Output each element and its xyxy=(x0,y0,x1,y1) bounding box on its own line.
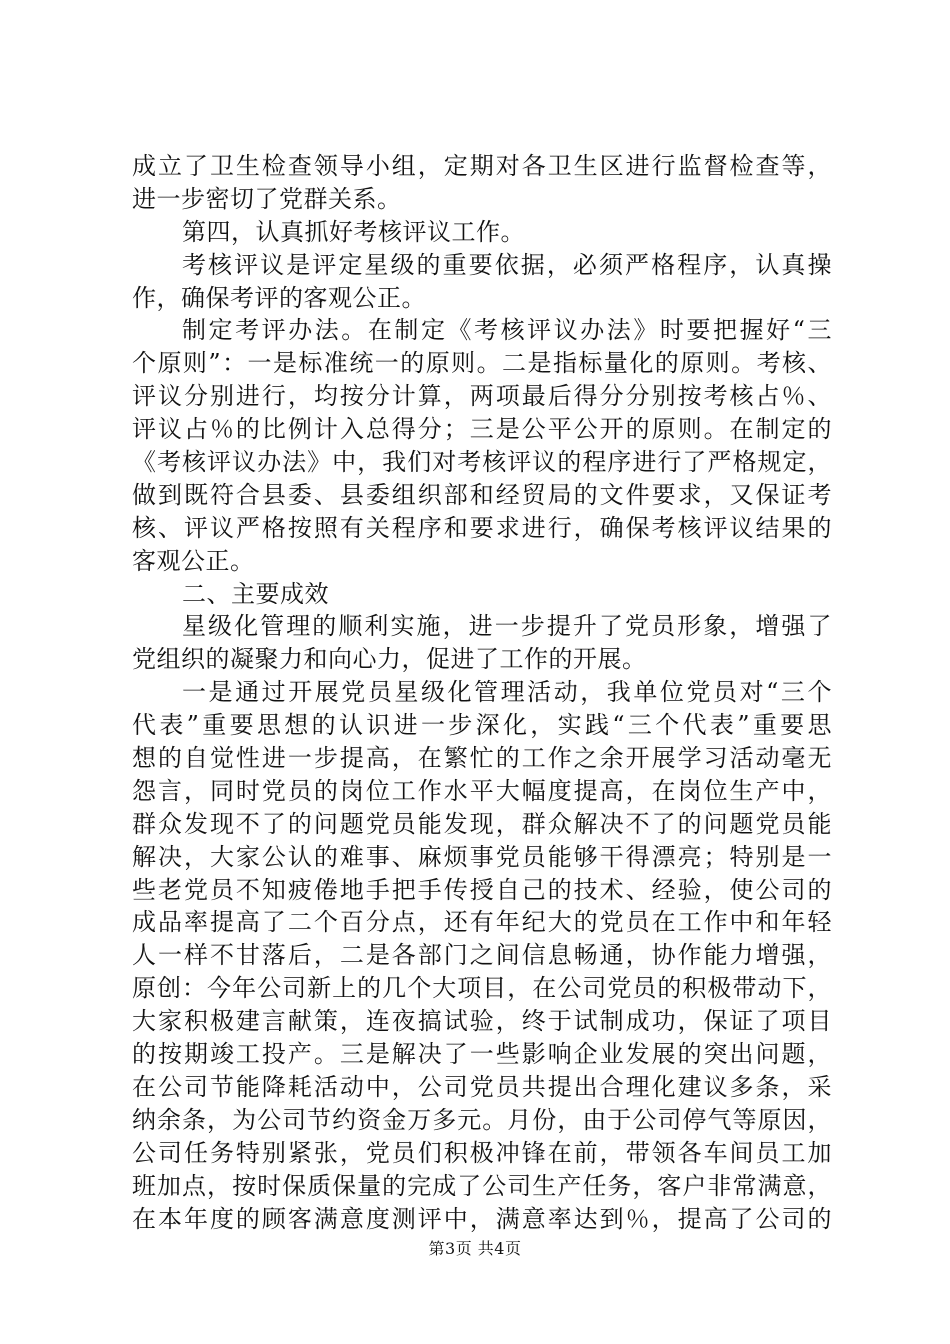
text-line: 怨言，同时党员的岗位工作水平大幅度提高，在岗位生产中， xyxy=(132,776,832,805)
text-line: 考核评议是评定星级的重要依据，必须严格程序，认真操 xyxy=(182,250,832,279)
text-line: 评议分别进行，均按分计算，两项最后得分分别按考核占％、 xyxy=(132,382,832,411)
page-footer xyxy=(0,1238,950,1260)
text-line: 班加点，按时保质保量的完成了公司生产任务，客户非常满意， xyxy=(132,1171,832,1200)
text-line: 制定考评办法。在制定《考核评议办法》时要把握好“三 xyxy=(182,316,832,345)
text-line: 在公司节能降耗活动中，公司党员共提出合理化建议多条，采 xyxy=(132,1072,832,1101)
text-line: 成品率提高了二个百分点，还有年纪大的党员在工作中和年轻 xyxy=(132,908,832,937)
text-line: 解决，大家公认的难事、麻烦事党员能够干得漂亮；特别是一 xyxy=(132,842,832,871)
text-line: 些老党员不知疲倦地手把手传授自己的技术、经验，使公司的 xyxy=(132,875,832,904)
text-line: 纳余条，为公司节约资金万多元。月份，由于公司停气等原因， xyxy=(132,1105,832,1134)
text-line: 二、主要成效 xyxy=(182,579,329,608)
text-line: 想的自觉性进一步提高，在繁忙的工作之余开展学习活动毫无 xyxy=(132,744,832,773)
page-number-label: 第3页 共4页 xyxy=(428,1239,522,1258)
text-line: 《考核评议办法》中，我们对考核评议的程序进行了严格规定， xyxy=(132,448,832,477)
text-line: 原创：今年公司新上的几个大项目，在公司党员的积极带动下， xyxy=(132,974,832,1003)
text-line: 个原则”：一是标准统一的原则。二是指标量化的原则。考核、 xyxy=(132,349,832,378)
text-line: 客观公正。 xyxy=(132,546,255,575)
text-line: 做到既符合县委、县委组织部和经贸局的文件要求，又保证考 xyxy=(132,480,832,509)
text-line: 在本年度的顾客满意度测评中，满意率达到％，提高了公司的 xyxy=(132,1204,832,1233)
text-line: 一是通过开展党员星级化管理活动，我单位党员对“三个 xyxy=(182,678,832,707)
text-line: 评议占％的比例计入总得分；三是公平公开的原则。在制定的 xyxy=(132,415,832,444)
document-body xyxy=(132,150,832,1235)
text-line: 进一步密切了党群关系。 xyxy=(132,184,402,213)
text-line: 公司任务特别紧张，党员们积极冲锋在前，带领各车间员工加 xyxy=(132,1138,832,1167)
text-line: 核、评议严格按照有关程序和要求进行，确保考核评议结果的 xyxy=(132,513,832,542)
text-line: 第四，认真抓好考核评议工作。 xyxy=(182,217,525,246)
text-line: 星级化管理的顺利实施，进一步提升了党员形象，增强了 xyxy=(182,612,832,641)
text-line: 作，确保考评的客观公正。 xyxy=(132,283,426,312)
text-line: 党组织的凝聚力和向心力，促进了工作的开展。 xyxy=(132,645,647,674)
text-line: 群众发现不了的问题党员能发现，群众解决不了的问题党员能 xyxy=(132,809,832,838)
text-line: 人一样不甘落后，二是各部门之间信息畅通，协作能力增强， xyxy=(132,941,832,970)
text-line: 的按期竣工投产。三是解决了一些影响企业发展的突出问题， xyxy=(132,1040,832,1069)
text-line: 成立了卫生检查领导小组，定期对各卫生区进行监督检查等， xyxy=(132,152,832,180)
text-line: 大家积极建言献策，连夜搞试验，终于试制成功，保证了项目 xyxy=(132,1007,832,1036)
text-line: 代表”重要思想的认识进一步深化，实践“三个代表”重要思 xyxy=(132,711,832,740)
